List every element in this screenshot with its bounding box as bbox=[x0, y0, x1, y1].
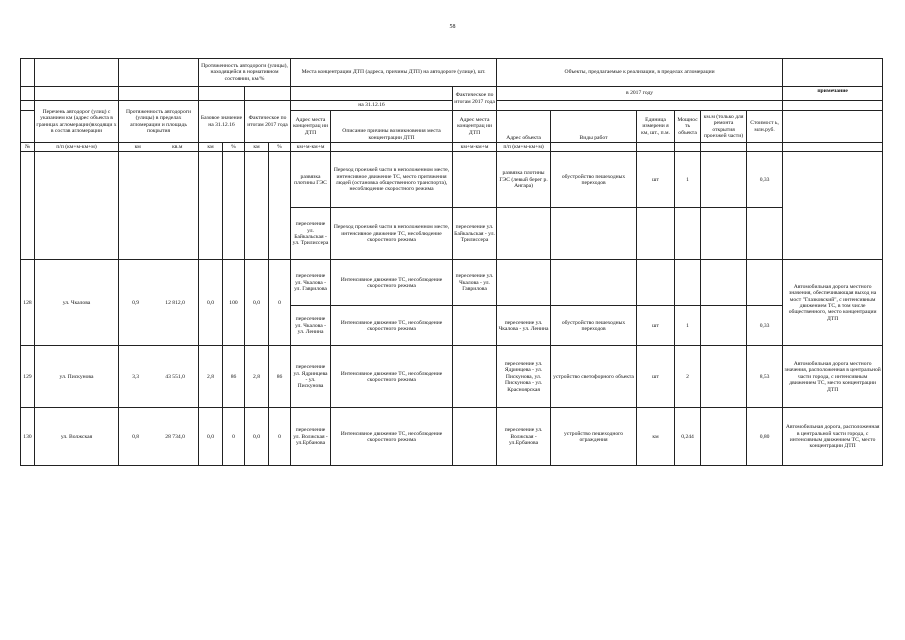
page-number: 58 bbox=[449, 24, 456, 30]
dtp-header: Места концентрации ДТП (адреса, причины ДТП) на автодороге (улице), шт. bbox=[291, 59, 497, 87]
table-row: 128 ул. Чкалова 0,9 12 812,0 0,0 100 0,0 0 пересечение ул. Чкалова - ул. Гаврилова Интенсивное движение ТС, несоблюдение скоростного режима пересечение ул. Чкалова - ул. Гаврилова Автомобильная дорога местного значения, обеспечивающая выход на мост "Глазковский", с интенсивным движением ТС, в том числе общественного, место концентрации ДТП bbox=[21, 260, 883, 306]
normative-header: Протяженность автодороги (улицы), находящейся в нормативном состоянии, км/% bbox=[199, 59, 291, 87]
obj-addr-header: Адрес объекта bbox=[497, 111, 551, 143]
fact-addr-header: Адрес места концентрац ии ДТП bbox=[453, 111, 497, 143]
actual-header: Фактическое по итогам 2017 года bbox=[245, 101, 291, 143]
table-row: развязка плотины ГЭС Переход проезжей части в неположенном месте, интенсивное движение ТС, место притяжения людей (остановка общественного транспорта), несоблюдение скоростного режима развязка плотины ГЭС (левый берег р. Ангара) обустройство пешеходных переходов шт 1 0,33 bbox=[21, 152, 883, 208]
note-header: примечание bbox=[783, 87, 883, 101]
table-row: пересечение ул. Чкалова - ул. Ленина Интенсивное движение ТС, несоблюдение скоростного режима пересечение ул. Чкалова - ул. Ленина обустройство пешеходных переходов шт 1 0,33 bbox=[21, 306, 883, 346]
objects-header: Объекты, предлагаемые к реализации, в пределах агломерации bbox=[497, 59, 783, 87]
list-header: Перечень автодорог (улиц) с указанием км (адрес объекта в границах агломерации)входящи х в состав агломерации bbox=[35, 101, 119, 143]
reason-header: Описание причины возникновения места концентрации ДТП bbox=[331, 111, 453, 143]
roads-table bbox=[20, 58, 883, 466]
subheader-row: № п/п (км+м-км+м) км кв.м км % км % км+м-км+м км+м-км+м п/п (км+м-км+м) bbox=[21, 143, 883, 152]
dtp-addr-header: Адрес места концентрац ии ДТП bbox=[291, 111, 331, 143]
header-row bbox=[21, 59, 883, 87]
dtp-fact-header: Фактическое по итогам 2017 года bbox=[453, 87, 497, 111]
unit-header: Единица измерени я км, шт., п.м. bbox=[637, 111, 675, 143]
base-header: Базовое значение на 31.12.16 bbox=[199, 101, 245, 143]
year-header: в 2017 году bbox=[497, 87, 783, 101]
table-row: 130 ул. Волжская 0,8 28 734,0 0,0 0 0,0 0 пересечение ул. Волжская - ул.Ербанова Интенсивное движение ТС, несоблюдение скоростного режима пересечение ул. Волжская - ул.Ербанова устройство пешеходного ограждения км 0,244 0,80 Автомобильная дорога, расположенная в центральной части города, с интенсивным движением ТС, место концентрации ДТП bbox=[21, 408, 883, 466]
km-header: км.м (только для ремонта открытия проезжей части) bbox=[701, 111, 747, 143]
table-row: пересечение ул. Байкальская - ул. Трилиссера Переход проезжей части в неположенном месте, интенсивное движение ТС, несоблюдение скоростного режима пересечение ул. Байкальская - ул. Трилиссера bbox=[21, 208, 883, 260]
table-row: 129 ул. Пискунова 3,3 43 551,0 2,8 86 2,8 86 пересечение ул. Ядринцева - ул. Пискунова Интенсивное движение ТС, несоблюдение скоростного режима пересечение ул. Ядринцева - ул. Пискунова, ул. Пискунова - ул. Красноярская устройство светофорного объекта шт 2 8,53 Автомобильная дорога местного значения, расположенная в центральной части города, с интенсивным движением ТС, место концентрации ДТП bbox=[21, 346, 883, 408]
dtp-date-header: на 31.12.16 bbox=[291, 101, 453, 111]
power-header: Мощнос ть объекта bbox=[675, 111, 701, 143]
cost-header: Стоимост ь, млн.руб. bbox=[747, 111, 783, 143]
length-header: Протяженность автодороги (улицы) в пределах агломерации и площадь покрытия bbox=[119, 101, 199, 143]
work-header: Виды работ bbox=[551, 111, 637, 143]
